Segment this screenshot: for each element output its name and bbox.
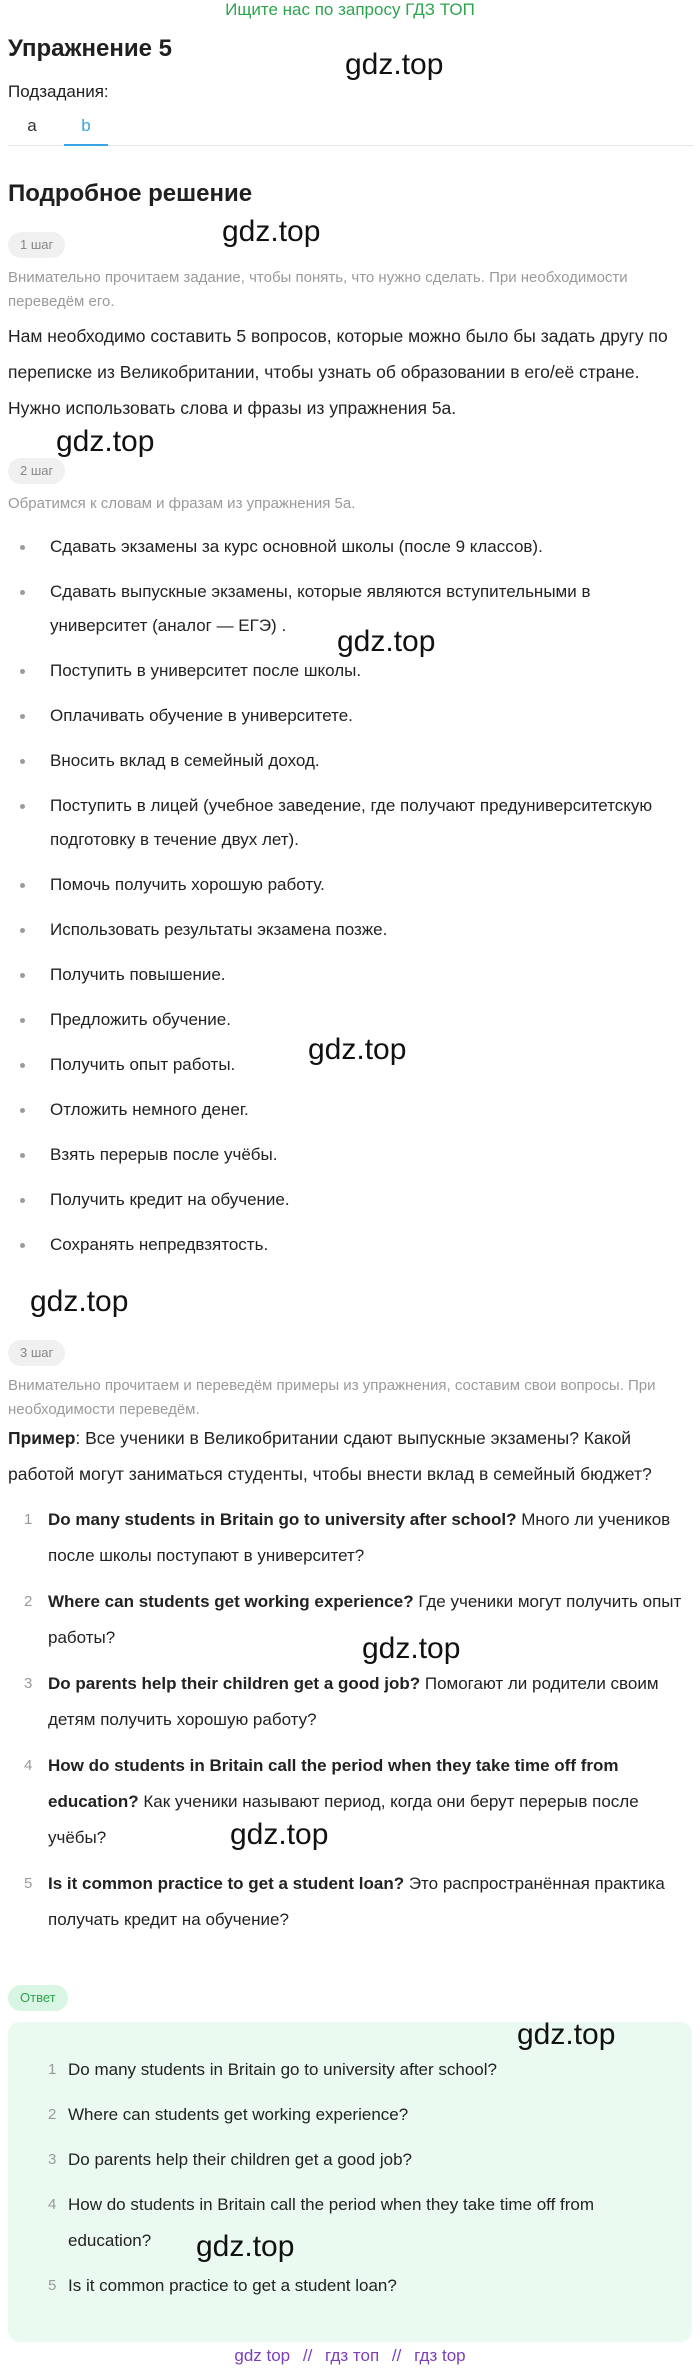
question-en: Is it common practice to get a student loan? [48, 1874, 405, 1893]
watermark: gdz.top [345, 48, 444, 81]
list-item [8, 1748, 692, 1856]
item-number: 3 [48, 2151, 57, 2168]
list-item: Отложить немного денег. [8, 1093, 692, 1127]
step-badge-3: 3 шаг [8, 1340, 65, 1366]
watermark: gdz.top [30, 1285, 129, 1318]
footer-links [0, 2346, 700, 2366]
page-title: Упражнение 5 [8, 35, 172, 62]
example-label: Пример [8, 1428, 76, 1448]
step3-note: Внимательно прочитаем и переведём примеры из упражнения, составим свои вопросы. При необходимости переведём. [8, 1377, 656, 1418]
question-ru: Помогают ли родители своим детям получить хорошую работу? [48, 1674, 659, 1729]
step1-note: Внимательно прочитаем задание, чтобы понять, что нужно сделать. При необходимости переведём его. [8, 269, 628, 310]
question-en: Do many students in Britain go to university after school? [48, 1510, 517, 1529]
item-number: 1 [48, 2061, 57, 2078]
watermark: gdz.top [56, 425, 155, 458]
list-item [28, 2187, 672, 2259]
step2-note: Обратимся к словам и фразам из упражнения 5а. [8, 495, 356, 512]
answer-text: How do students in Britain call the period when they take time off from education? [68, 2195, 595, 2250]
watermark: gdz.top [196, 2230, 295, 2263]
tab-b[interactable]: b [64, 108, 108, 146]
question-en: How do students in Britain call the period when they take time off from education? [48, 1756, 619, 1811]
list-item [28, 2142, 672, 2178]
footer-separator: // [302, 2346, 313, 2365]
list-item: Получить кредит на обучение. [8, 1183, 692, 1217]
footer-link-gdz-top-mixed[interactable]: гдз top [414, 2346, 466, 2365]
list-item: Помочь получить хорошую работу. [8, 868, 692, 902]
list-item: Получить опыт работы. [8, 1048, 692, 1082]
list-item: Сохранять непредвзятость. [8, 1228, 692, 1262]
list-item: Поступить в лицей (учебное заведение, где получают предуниверситетскую подготовку в течение двух лет). [8, 789, 692, 857]
list-item: Сдавать экзамены за курс основной школы (после 9 классов). [8, 530, 692, 564]
question-ru: Где ученики могут получить опыт работы? [48, 1592, 682, 1647]
list-item [8, 1584, 692, 1656]
list-item: Получить повышение. [8, 958, 692, 992]
item-number: 2 [48, 2106, 57, 2123]
watermark: gdz.top [222, 215, 321, 248]
step3-example [8, 1420, 692, 1492]
question-ru: Много ли учеников после школы поступают в университет? [48, 1510, 671, 1565]
item-number: 4 [24, 1757, 33, 1774]
list-item [28, 2097, 672, 2133]
answer-list [8, 2022, 692, 2304]
list-item [28, 2268, 672, 2304]
list-item: Поступить в университет после школы. [8, 654, 692, 688]
item-number: 5 [48, 2277, 57, 2294]
subtask-tabs [8, 108, 694, 146]
answer-text: Is it common practice to get a student loan? [68, 2276, 397, 2295]
item-number: 3 [24, 1675, 33, 1692]
question-en: Do parents help their children get a good job? [48, 1674, 421, 1693]
list-item: Вносить вклад в семейный доход. [8, 744, 692, 778]
watermark: gdz.top [308, 1033, 407, 1066]
footer-link-gdz-top-ru[interactable]: гдз топ [325, 2346, 380, 2365]
footer-link-gdz-top[interactable]: gdz top [234, 2346, 291, 2365]
item-number: 1 [24, 1511, 33, 1528]
step-badge-2: 2 шаг [8, 458, 65, 484]
top-banner[interactable]: Ищите нас по запросу ГДЗ ТОП [225, 0, 475, 19]
item-number: 4 [48, 2196, 57, 2213]
list-item: Использовать результаты экзамена позже. [8, 913, 692, 947]
step1-text: Нам необходимо составить 5 вопросов, которые можно было бы задать другу по переписке из Великобритании, чтобы узнать об образовании в его/её стране. Нужно использовать слова и фразы из упражнения 5а. [8, 326, 668, 418]
question-ru: Это распространённая практика получать кредит на обучение? [48, 1874, 665, 1929]
list-item: Оплачивать обучение в университете. [8, 699, 692, 733]
watermark: gdz.top [230, 1818, 329, 1851]
questions-list [8, 1502, 692, 1948]
list-item [8, 1502, 692, 1574]
question-ru: Как ученики называют период, когда они берут перерыв после учёбы? [48, 1792, 639, 1847]
list-item [8, 1866, 692, 1938]
section-title: Подробное решение [8, 180, 253, 207]
footer-separator: // [391, 2346, 402, 2365]
list-item: Взять перерыв после учёбы. [8, 1138, 692, 1172]
example-text: : Все ученики в Великобритании сдают выпускные экзамены? Какой работой могут заниматься студенты, чтобы внести вклад в семейный бюджет? [8, 1428, 652, 1484]
list-item: Сдавать выпускные экзамены, которые являются вступительными в университет (аналог — ЕГЭ) . [8, 575, 692, 643]
answer-box [8, 2022, 692, 2342]
subtasks-label: Подзадания: [8, 82, 109, 101]
watermark: gdz.top [517, 2018, 616, 2051]
step-badge-1: 1 шаг [8, 232, 65, 258]
question-en: Where can students get working experience? [48, 1592, 414, 1611]
item-number: 5 [24, 1875, 33, 1892]
watermark: gdz.top [337, 625, 436, 658]
answer-text: Where can students get working experience? [68, 2105, 409, 2124]
tab-a[interactable]: a [27, 116, 37, 135]
list-item [8, 1666, 692, 1738]
answer-text: Do many students in Britain go to university after school? [68, 2060, 497, 2079]
list-item [28, 2052, 672, 2088]
item-number: 2 [24, 1593, 33, 1610]
answer-text: Do parents help their children get a good job? [68, 2150, 413, 2169]
answer-badge: Ответ [8, 1985, 68, 2011]
list-item: Предложить обучение. [8, 1003, 692, 1037]
watermark: gdz.top [362, 1632, 461, 1665]
